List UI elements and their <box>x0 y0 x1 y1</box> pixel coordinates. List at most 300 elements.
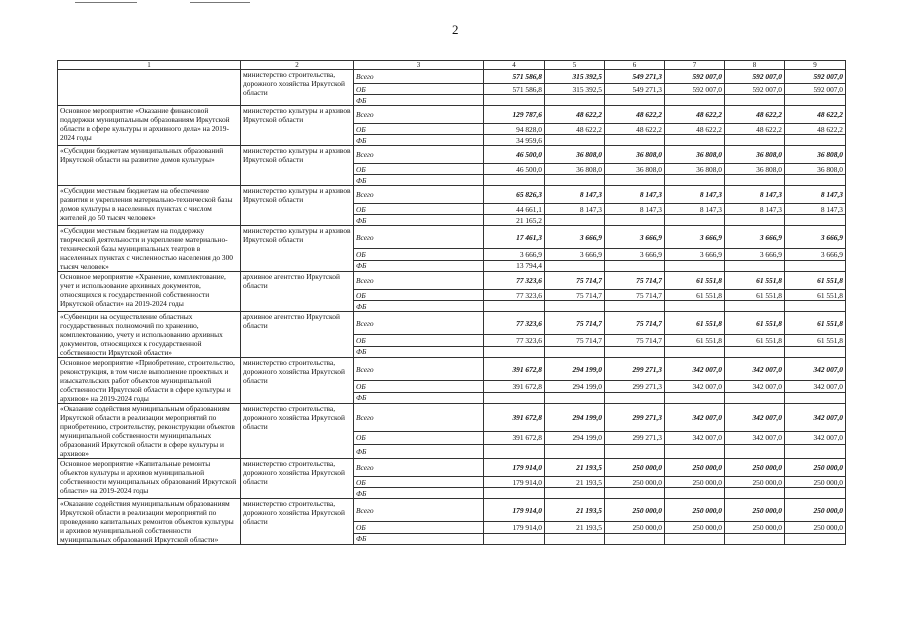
value-cell: 250 000,0 <box>605 459 665 477</box>
measure-cell: «Субсидии бюджетам муниципальных образований Иркутской области на развитие домов культуры» <box>58 146 241 186</box>
value-cell: 3 666,9 <box>785 226 846 249</box>
header-rule <box>190 2 250 3</box>
budget-table <box>57 60 846 545</box>
value-cell: 36 808,0 <box>545 164 605 175</box>
funding-source-label: Всего <box>356 463 374 472</box>
funding-source-label: ОБ <box>356 381 366 391</box>
funding-source-label: ОБ <box>356 290 366 300</box>
funding-source-label: ОБ <box>356 433 366 443</box>
value-cell: 250 000,0 <box>605 522 665 534</box>
value-cell <box>785 135 846 146</box>
value-cell: 179 914,0 <box>484 499 545 522</box>
value-cell <box>484 175 545 186</box>
funding-source-label: Всего <box>356 318 374 328</box>
value-cell <box>665 175 725 186</box>
value-cell: 250 000,0 <box>725 477 785 488</box>
value-cell: 75 714,7 <box>605 335 665 347</box>
value-cell: 592 007,0 <box>665 70 725 84</box>
funding-source-cell <box>354 106 484 124</box>
value-cell: 48 622,2 <box>545 106 605 124</box>
value-cell: 61 551,8 <box>785 290 846 301</box>
column-header: 6 <box>605 61 665 70</box>
funding-source-cell <box>354 272 484 290</box>
funding-source-cell <box>354 135 484 146</box>
value-cell <box>725 301 785 312</box>
value-cell <box>665 95 725 106</box>
executor-cell: министерство культуры и архивов Иркутской области <box>241 186 354 226</box>
funding-source-cell <box>354 226 484 249</box>
funding-source-label: ФБ <box>356 175 367 185</box>
funding-source-label: ОБ <box>356 335 366 345</box>
value-cell: 342 007,0 <box>785 381 846 393</box>
value-cell <box>785 445 846 459</box>
value-cell: 17 461,3 <box>484 226 545 249</box>
funding-source-label: ФБ <box>356 261 367 271</box>
value-cell <box>725 260 785 272</box>
value-cell: 250 000,0 <box>605 499 665 522</box>
table-row <box>58 459 846 477</box>
measure-cell <box>58 70 241 106</box>
value-cell: 75 714,7 <box>545 335 605 347</box>
value-cell: 75 714,7 <box>545 312 605 335</box>
value-cell: 179 914,0 <box>484 477 545 488</box>
value-cell: 250 000,0 <box>785 499 846 522</box>
value-cell: 36 808,0 <box>665 164 725 175</box>
column-header-row <box>58 61 846 70</box>
value-cell: 250 000,0 <box>725 459 785 477</box>
measure-cell: Основное мероприятие «Хранение, комплектование, учет и использование архивных документов, относящихся к государственной собственности Иркутской области» на 2019-2024 годы <box>58 272 241 312</box>
value-cell: 75 714,7 <box>545 272 605 290</box>
funding-source-cell <box>354 260 484 272</box>
funding-source-cell <box>354 431 484 445</box>
table-row <box>58 312 846 335</box>
executor-cell: министерство строительства, дорожного хозяйства Иркутской области <box>241 70 354 106</box>
value-cell: 21 165,2 <box>484 215 545 226</box>
value-cell: 48 622,2 <box>545 124 605 135</box>
value-cell: 3 666,9 <box>785 249 846 261</box>
funding-source-label: ОБ <box>356 522 366 532</box>
value-cell <box>605 215 665 226</box>
value-cell <box>785 346 846 358</box>
funding-source-label: ФБ <box>356 95 367 105</box>
value-cell: 250 000,0 <box>785 522 846 534</box>
column-header: 5 <box>545 61 605 70</box>
executor-cell: архивное агентство Иркутской области <box>241 272 354 312</box>
funding-source-cell <box>354 499 484 522</box>
value-cell <box>545 175 605 186</box>
executor-cell: министерство культуры и архивов Иркутской области <box>241 106 354 146</box>
value-cell <box>785 215 846 226</box>
value-cell: 21 193,5 <box>545 477 605 488</box>
value-cell: 250 000,0 <box>665 522 725 534</box>
value-cell: 48 622,2 <box>785 124 846 135</box>
value-cell: 294 199,0 <box>545 404 605 432</box>
funding-source-label: ОБ <box>356 164 366 174</box>
value-cell: 8 147,3 <box>605 186 665 204</box>
funding-source-cell <box>354 335 484 347</box>
value-cell: 250 000,0 <box>725 522 785 534</box>
value-cell: 8 147,3 <box>725 186 785 204</box>
value-cell: 179 914,0 <box>484 522 545 534</box>
value-cell: 342 007,0 <box>665 431 725 445</box>
value-cell: 3 666,9 <box>605 249 665 261</box>
funding-source-label: ФБ <box>356 215 367 225</box>
value-cell: 61 551,8 <box>665 335 725 347</box>
value-cell <box>605 175 665 186</box>
value-cell: 592 007,0 <box>665 84 725 95</box>
value-cell: 571 586,8 <box>484 70 545 84</box>
value-cell: 3 666,9 <box>725 249 785 261</box>
value-cell: 592 007,0 <box>785 84 846 95</box>
value-cell <box>665 445 725 459</box>
value-cell <box>785 175 846 186</box>
value-cell: 61 551,8 <box>725 290 785 301</box>
value-cell <box>605 135 665 146</box>
value-cell: 75 714,7 <box>605 272 665 290</box>
value-cell: 3 666,9 <box>545 226 605 249</box>
funding-source-label: Всего <box>356 505 374 515</box>
value-cell: 75 714,7 <box>545 290 605 301</box>
value-cell <box>545 260 605 272</box>
funding-source-cell <box>354 358 484 381</box>
value-cell: 48 622,2 <box>605 106 665 124</box>
funding-source-label: ФБ <box>356 393 367 403</box>
executor-cell: министерство строительства, дорожного хозяйства Иркутской области <box>241 358 354 404</box>
funding-source-cell <box>354 164 484 175</box>
value-cell <box>785 488 846 499</box>
value-cell: 129 787,6 <box>484 106 545 124</box>
page-number: 2 <box>452 22 459 37</box>
value-cell: 592 007,0 <box>725 70 785 84</box>
value-cell <box>605 445 665 459</box>
value-cell: 250 000,0 <box>785 477 846 488</box>
value-cell: 21 193,5 <box>545 522 605 534</box>
value-cell <box>725 488 785 499</box>
value-cell: 342 007,0 <box>725 358 785 381</box>
funding-source-cell <box>354 459 484 477</box>
value-cell <box>665 533 725 545</box>
measure-cell: «Субсидии местным бюджетам на обеспечение развития и укрепления материально-технической базы домов культуры в населенных пунктах с числом жителей до 50 тысяч человек» <box>58 186 241 226</box>
value-cell: 3 666,9 <box>545 249 605 261</box>
value-cell: 36 808,0 <box>785 146 846 164</box>
value-cell: 36 808,0 <box>605 164 665 175</box>
funding-source-label: ОБ <box>356 477 366 487</box>
value-cell: 46 500,0 <box>484 146 545 164</box>
value-cell: 342 007,0 <box>725 381 785 393</box>
value-cell: 61 551,8 <box>725 335 785 347</box>
value-cell: 77 323,6 <box>484 312 545 335</box>
value-cell <box>725 392 785 404</box>
value-cell: 294 199,0 <box>545 381 605 393</box>
value-cell: 77 323,6 <box>484 335 545 347</box>
value-cell: 250 000,0 <box>665 477 725 488</box>
value-cell: 8 147,3 <box>785 204 846 215</box>
value-cell <box>484 392 545 404</box>
value-cell <box>545 215 605 226</box>
funding-source-cell <box>354 301 484 312</box>
funding-source-label: Всего <box>356 232 374 242</box>
value-cell: 179 914,0 <box>484 459 545 477</box>
value-cell <box>545 95 605 106</box>
value-cell: 77 323,6 <box>484 290 545 301</box>
value-cell <box>785 301 846 312</box>
value-cell: 36 808,0 <box>725 146 785 164</box>
value-cell: 61 551,8 <box>785 312 846 335</box>
value-cell: 3 666,9 <box>665 226 725 249</box>
value-cell <box>725 346 785 358</box>
column-header: 7 <box>665 61 725 70</box>
value-cell <box>665 301 725 312</box>
value-cell: 61 551,8 <box>785 272 846 290</box>
executor-cell: министерство строительства, дорожного хозяйства Иркутской области <box>241 404 354 459</box>
executor-cell: архивное агентство Иркутской области <box>241 312 354 358</box>
value-cell: 61 551,8 <box>785 335 846 347</box>
value-cell <box>545 135 605 146</box>
funding-source-cell <box>354 146 484 164</box>
value-cell: 250 000,0 <box>605 477 665 488</box>
funding-source-cell <box>354 186 484 204</box>
value-cell <box>545 533 605 545</box>
measure-cell: «Субвенции на осуществление областных государственных полномочий по хранению, комплектованию, учету и использованию архивных документов, относящихся к государственной собственности Иркутской области» <box>58 312 241 358</box>
executor-cell: министерство культуры и архивов Иркутской области <box>241 146 354 186</box>
value-cell: 299 271,3 <box>605 404 665 432</box>
measure-cell: «Оказание содействия муниципальным образованиям Иркутской области в реализации мероприятий по приобретению, строительству, реконструкции объектов муниципальной собственности муниципальных образований Иркутской области в сфере культуры и архивов» <box>58 404 241 459</box>
header-rule <box>75 2 137 3</box>
funding-source-label: ОБ <box>356 249 366 259</box>
table-row <box>58 186 846 204</box>
value-cell: 75 714,7 <box>605 290 665 301</box>
table-row <box>58 106 846 124</box>
value-cell: 3 666,9 <box>484 249 545 261</box>
funding-source-cell <box>354 522 484 534</box>
value-cell: 13 794,4 <box>484 260 545 272</box>
value-cell: 36 808,0 <box>785 164 846 175</box>
executor-cell: министерство культуры и архивов Иркутской области <box>241 226 354 272</box>
value-cell <box>605 260 665 272</box>
value-cell <box>665 260 725 272</box>
funding-source-label: ФБ <box>356 488 367 498</box>
value-cell: 8 147,3 <box>785 186 846 204</box>
funding-source-cell <box>354 70 484 84</box>
measure-cell: Основное мероприятие «Приобретение, строительство, реконструкция, в том числе выполнение проектных и изыскательских работ объектов муниципальной собственности Иркутской области в сфере культуры и архивов» на 2019-2024 годы <box>58 358 241 404</box>
table-row <box>58 226 846 249</box>
funding-source-cell <box>354 477 484 488</box>
value-cell <box>665 215 725 226</box>
funding-source-label: Всего <box>356 72 374 81</box>
value-cell: 8 147,3 <box>605 204 665 215</box>
table-row <box>58 358 846 381</box>
measure-cell: «Оказание содействия муниципальным образованиям Иркутской области в реализации мероприятий по проведению капитальных ремонтов объектов культуры и архивов муниципальной собственности муниципальных образований Иркутской области» <box>58 499 241 545</box>
value-cell <box>785 260 846 272</box>
value-cell: 36 808,0 <box>545 146 605 164</box>
value-cell: 549 271,3 <box>605 70 665 84</box>
funding-source-label: ФБ <box>356 347 367 357</box>
funding-source-cell <box>354 124 484 135</box>
value-cell: 36 808,0 <box>665 146 725 164</box>
value-cell: 342 007,0 <box>785 404 846 432</box>
value-cell <box>545 392 605 404</box>
value-cell <box>605 488 665 499</box>
value-cell: 3 666,9 <box>725 226 785 249</box>
value-cell: 48 622,2 <box>725 124 785 135</box>
value-cell: 21 193,5 <box>545 499 605 522</box>
column-header: 1 <box>58 61 241 70</box>
column-header: 2 <box>241 61 354 70</box>
funding-source-cell <box>354 84 484 95</box>
value-cell: 391 672,8 <box>484 358 545 381</box>
value-cell: 299 271,3 <box>605 358 665 381</box>
value-cell: 342 007,0 <box>665 404 725 432</box>
value-cell: 75 714,7 <box>605 312 665 335</box>
value-cell: 8 147,3 <box>665 186 725 204</box>
value-cell <box>545 346 605 358</box>
value-cell <box>785 392 846 404</box>
value-cell: 48 622,2 <box>605 124 665 135</box>
value-cell <box>665 392 725 404</box>
column-header: 9 <box>785 61 846 70</box>
funding-source-cell <box>354 488 484 499</box>
value-cell: 592 007,0 <box>725 84 785 95</box>
value-cell: 3 666,9 <box>605 226 665 249</box>
value-cell <box>725 533 785 545</box>
value-cell: 315 392,5 <box>545 84 605 95</box>
value-cell <box>725 135 785 146</box>
value-cell <box>725 95 785 106</box>
funding-source-cell <box>354 312 484 335</box>
funding-source-label: Всего <box>356 364 374 374</box>
value-cell: 8 147,3 <box>725 204 785 215</box>
value-cell: 391 672,8 <box>484 404 545 432</box>
value-cell: 299 271,3 <box>605 431 665 445</box>
funding-source-cell <box>354 346 484 358</box>
value-cell: 250 000,0 <box>665 459 725 477</box>
value-cell: 48 622,2 <box>785 106 846 124</box>
value-cell <box>545 301 605 312</box>
funding-source-cell <box>354 215 484 226</box>
table-row <box>58 499 846 522</box>
funding-source-label: ФБ <box>356 135 367 145</box>
funding-source-label: ОБ <box>356 84 366 94</box>
value-cell <box>665 346 725 358</box>
executor-cell: министерство строительства, дорожного хозяйства Иркутской области <box>241 459 354 499</box>
measure-cell: «Субсидии местным бюджетам на поддержку творческой деятельности и укрепление материально-технической базы муниципальных театров в населенных пунктах с численностью населения до 300 тысяч человек» <box>58 226 241 272</box>
value-cell: 342 007,0 <box>785 431 846 445</box>
value-cell <box>785 533 846 545</box>
funding-source-cell <box>354 204 484 215</box>
value-cell: 21 193,5 <box>545 459 605 477</box>
value-cell <box>605 533 665 545</box>
table-row <box>58 272 846 290</box>
funding-source-cell <box>354 95 484 106</box>
value-cell <box>725 215 785 226</box>
value-cell: 592 007,0 <box>785 70 846 84</box>
value-cell: 94 828,0 <box>484 124 545 135</box>
value-cell: 315 392,5 <box>545 70 605 84</box>
value-cell <box>665 135 725 146</box>
value-cell: 61 551,8 <box>725 312 785 335</box>
funding-source-label: Всего <box>356 276 374 285</box>
funding-source-label: ОБ <box>356 124 366 134</box>
value-cell: 44 661,1 <box>484 204 545 215</box>
value-cell: 250 000,0 <box>785 459 846 477</box>
value-cell <box>725 445 785 459</box>
value-cell <box>484 301 545 312</box>
value-cell: 250 000,0 <box>665 499 725 522</box>
value-cell <box>545 488 605 499</box>
value-cell <box>605 301 665 312</box>
value-cell <box>484 533 545 545</box>
value-cell <box>484 488 545 499</box>
value-cell <box>725 175 785 186</box>
value-cell: 61 551,8 <box>725 272 785 290</box>
value-cell: 46 500,0 <box>484 164 545 175</box>
table-row <box>58 70 846 84</box>
value-cell: 61 551,8 <box>665 272 725 290</box>
value-cell: 48 622,2 <box>725 106 785 124</box>
value-cell: 342 007,0 <box>725 431 785 445</box>
column-header: 4 <box>484 61 545 70</box>
funding-source-label: Всего <box>356 190 374 199</box>
value-cell: 299 271,3 <box>605 381 665 393</box>
executor-cell: министерство строительства, дорожного хозяйства Иркутской области <box>241 499 354 545</box>
value-cell <box>605 346 665 358</box>
value-cell: 3 666,9 <box>665 249 725 261</box>
table-row <box>58 146 846 164</box>
value-cell: 77 323,6 <box>484 272 545 290</box>
value-cell: 294 199,0 <box>545 358 605 381</box>
value-cell: 342 007,0 <box>725 404 785 432</box>
value-cell: 342 007,0 <box>665 358 725 381</box>
value-cell: 342 007,0 <box>785 358 846 381</box>
column-header: 3 <box>354 61 484 70</box>
funding-source-label: ФБ <box>356 447 367 457</box>
value-cell <box>605 392 665 404</box>
funding-source-cell <box>354 404 484 432</box>
measure-cell: Основное мероприятие «Капитальные ремонты объектов культуры и архивов муниципальной собственности муниципальных образований Иркутской области» на 2019-2024 годы <box>58 459 241 499</box>
value-cell: 250 000,0 <box>725 499 785 522</box>
value-cell: 48 622,2 <box>665 106 725 124</box>
funding-source-label: ОБ <box>356 204 366 214</box>
value-cell: 36 808,0 <box>605 146 665 164</box>
value-cell: 65 826,3 <box>484 186 545 204</box>
value-cell <box>484 445 545 459</box>
value-cell: 571 586,8 <box>484 84 545 95</box>
value-cell <box>484 346 545 358</box>
value-cell <box>484 95 545 106</box>
value-cell: 342 007,0 <box>665 381 725 393</box>
value-cell: 61 551,8 <box>665 290 725 301</box>
funding-source-label: Всего <box>356 150 374 159</box>
value-cell: 391 672,8 <box>484 381 545 393</box>
value-cell <box>605 95 665 106</box>
column-header: 8 <box>725 61 785 70</box>
value-cell: 61 551,8 <box>665 312 725 335</box>
value-cell: 36 808,0 <box>725 164 785 175</box>
funding-source-label: Всего <box>356 110 374 119</box>
funding-source-cell <box>354 175 484 186</box>
funding-source-label: Всего <box>356 412 374 422</box>
value-cell: 391 672,8 <box>484 431 545 445</box>
value-cell: 8 147,3 <box>545 186 605 204</box>
value-cell: 549 271,3 <box>605 84 665 95</box>
measure-cell: Основное мероприятие «Оказание финансовой поддержки муниципальным образованиям Иркутской области в сфере культуры и архивного дела» на 2019-2024 годы <box>58 106 241 146</box>
value-cell: 8 147,3 <box>545 204 605 215</box>
funding-source-cell <box>354 533 484 545</box>
funding-source-cell <box>354 392 484 404</box>
funding-source-cell <box>354 381 484 393</box>
funding-source-label: ФБ <box>356 534 367 544</box>
funding-source-cell <box>354 445 484 459</box>
